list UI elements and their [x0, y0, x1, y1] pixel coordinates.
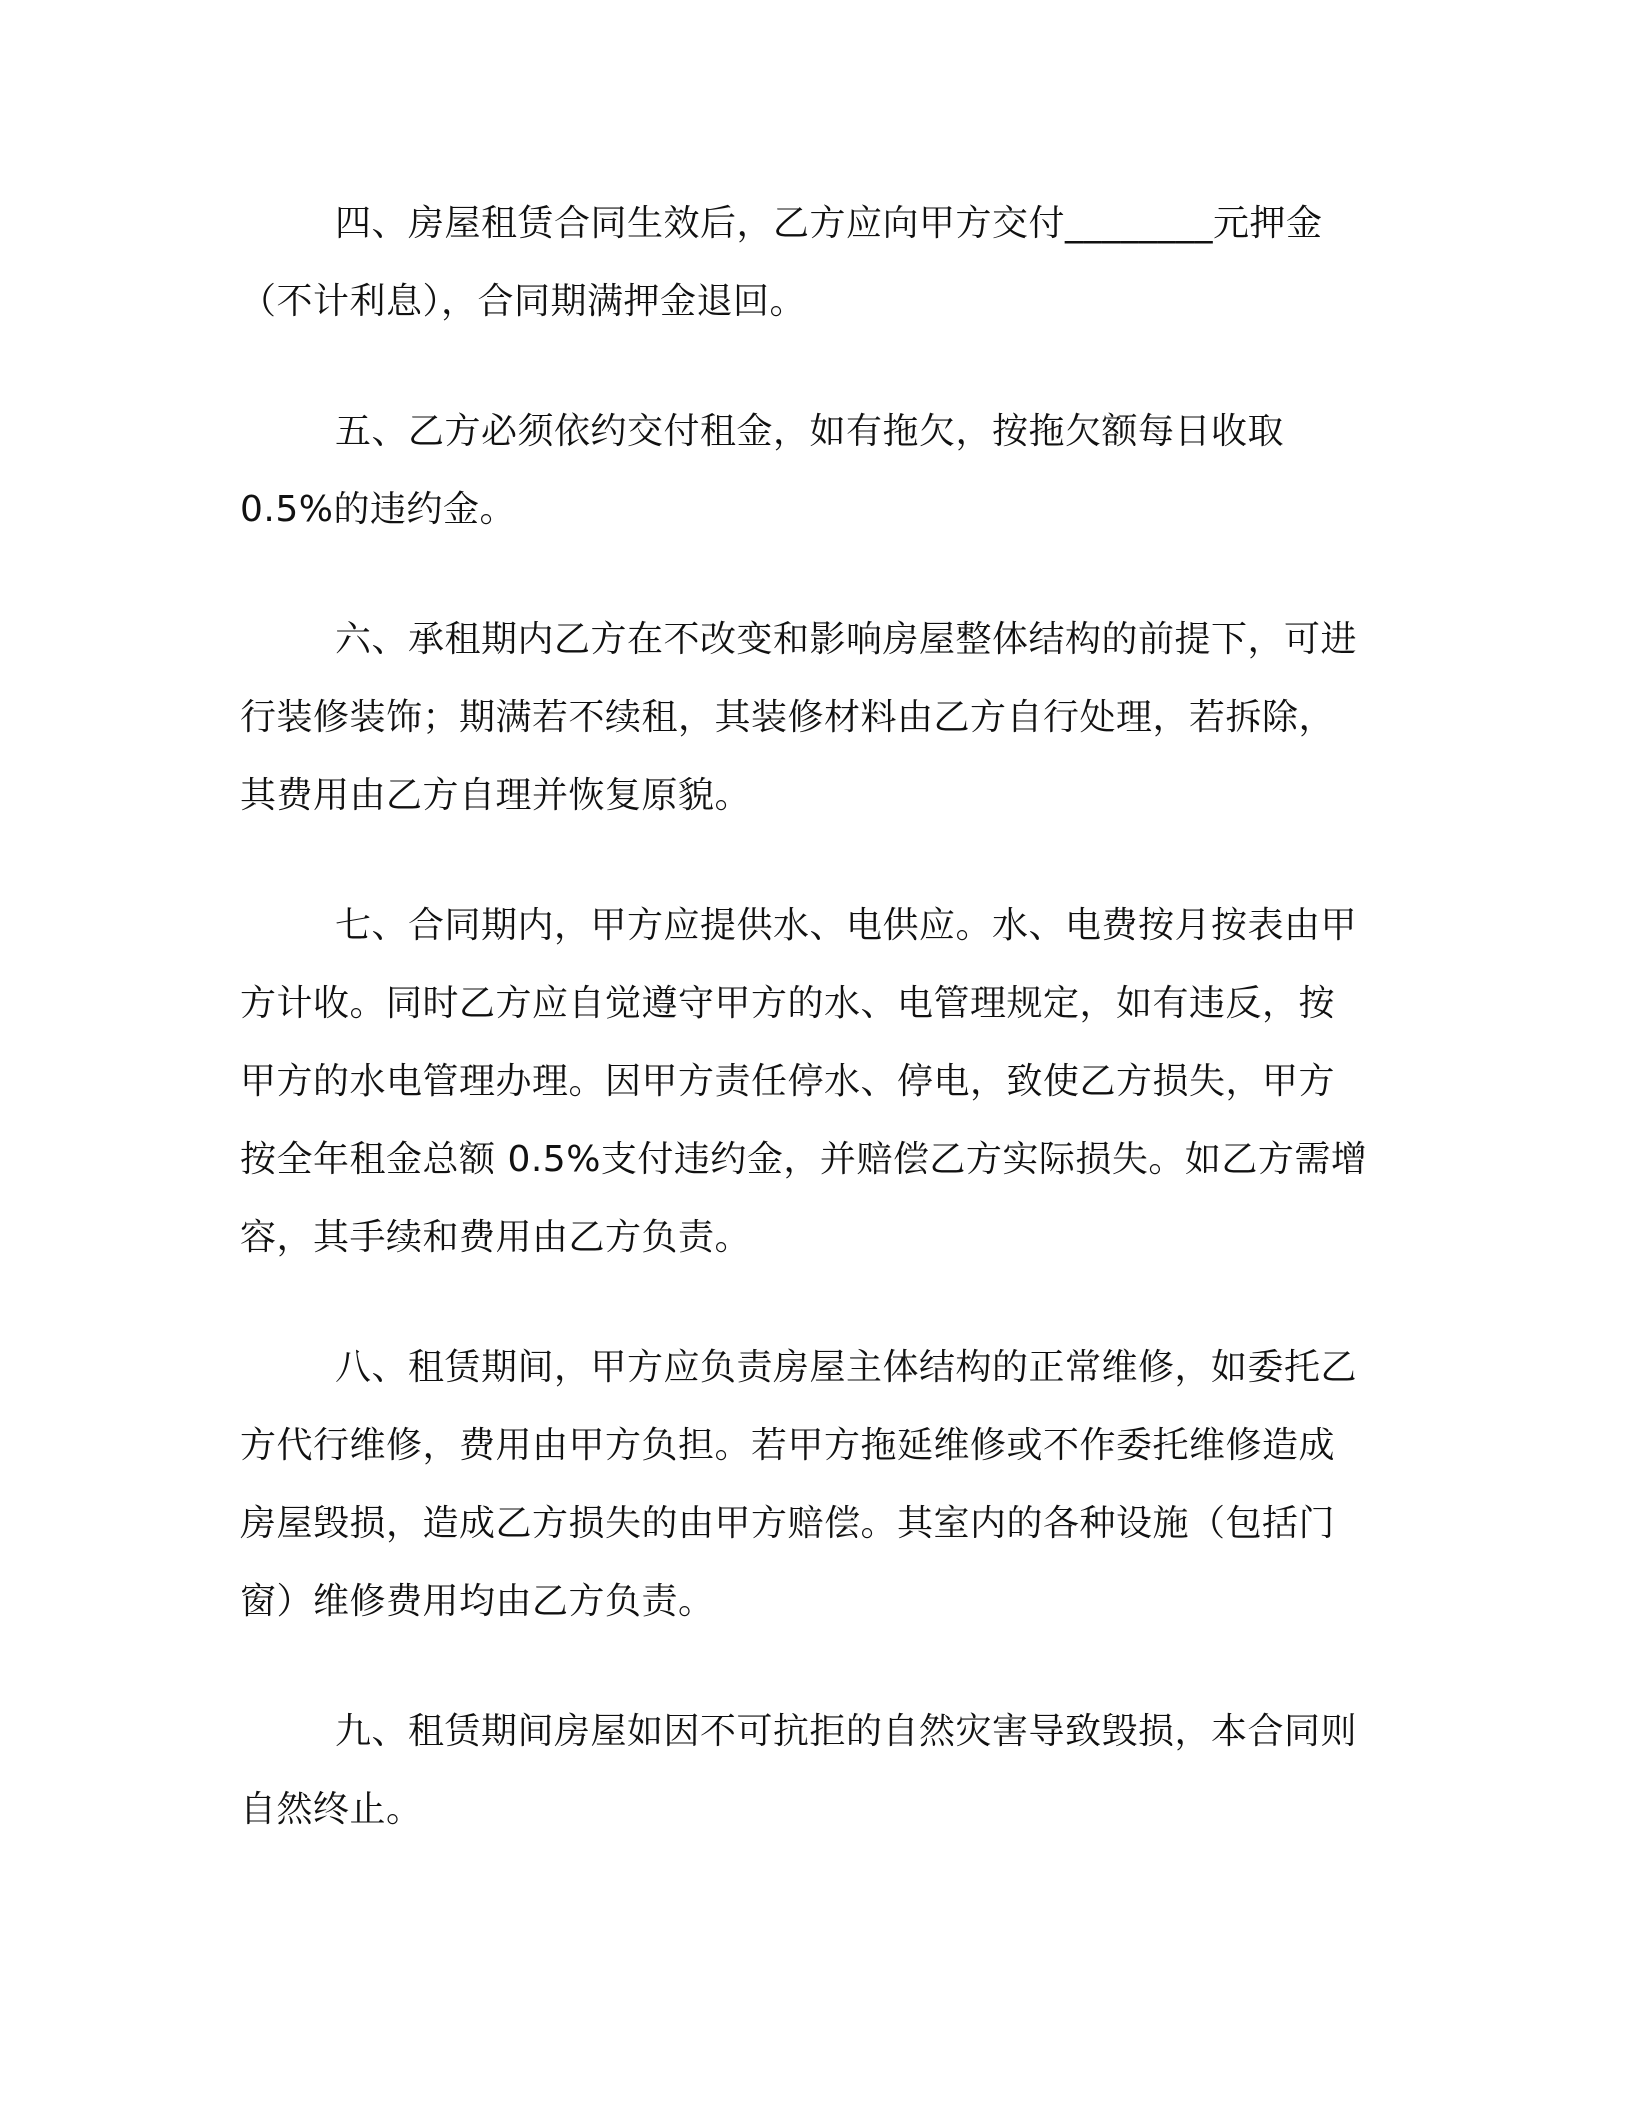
clause-seven-line-2: 方计收。同时乙方应自觉遵守甲方的水、电管理规定，如有违反，按 [240, 983, 1336, 1024]
clause-seven-line-3: 甲方的水电管理办理。因甲方责任停水、停电，致使乙方损失，甲方 [240, 1061, 1336, 1102]
clause-five-line-1: 五、乙方必须依约交付租金，如有拖欠，按拖欠额每日收取 [335, 411, 1285, 452]
clause-six-line-2: 行装修装饰；期满若不续租，其装修材料由乙方自行处理，若拆除， [240, 697, 1336, 738]
clause-seven-line-4: 按全年租金总额 0.5%支付违约金，并赔偿乙方实际损失。如乙方需增 [240, 1139, 1368, 1180]
clause-eight-line-4: 窗）维修费用均由乙方负责。 [240, 1581, 715, 1622]
clause-six-line-3: 其费用由乙方自理并恢复原貌。 [240, 775, 752, 816]
clause-seven [240, 887, 1380, 1277]
clause-four-line-1: 四、房屋租赁合同生效后，乙方应向甲方交付________元押金 [335, 203, 1323, 244]
clause-eight-line-3: 房屋毁损，造成乙方损失的由甲方赔偿。其室内的各种设施（包括门 [240, 1503, 1336, 1544]
contract-body [240, 185, 1380, 1901]
clause-six-line-1: 六、承租期内乙方在不改变和影响房屋整体结构的前提下，可进 [335, 619, 1358, 660]
clause-eight [240, 1329, 1380, 1641]
clause-five [240, 393, 1380, 549]
clause-eight-line-1: 八、租赁期间，甲方应负责房屋主体结构的正常维修，如委托乙 [335, 1347, 1358, 1388]
clause-seven-line-5: 容，其手续和费用由乙方负责。 [240, 1217, 752, 1258]
clause-seven-line-1: 七、合同期内，甲方应提供水、电供应。水、电费按月按表由甲 [335, 905, 1358, 946]
clause-four [240, 185, 1380, 341]
clause-eight-line-2: 方代行维修，费用由甲方负担。若甲方拖延维修或不作委托维修造成 [240, 1425, 1336, 1466]
clause-four-line-2: （不计利息），合同期满押金退回。 [240, 281, 807, 322]
clause-six [240, 601, 1380, 835]
clause-nine [240, 1693, 1380, 1849]
clause-five-line-2: 0.5%的违约金。 [240, 489, 516, 530]
clause-nine-line-1: 九、租赁期间房屋如因不可抗拒的自然灾害导致毁损，本合同则 [335, 1711, 1358, 1752]
clause-nine-line-2: 自然终止。 [240, 1789, 423, 1830]
